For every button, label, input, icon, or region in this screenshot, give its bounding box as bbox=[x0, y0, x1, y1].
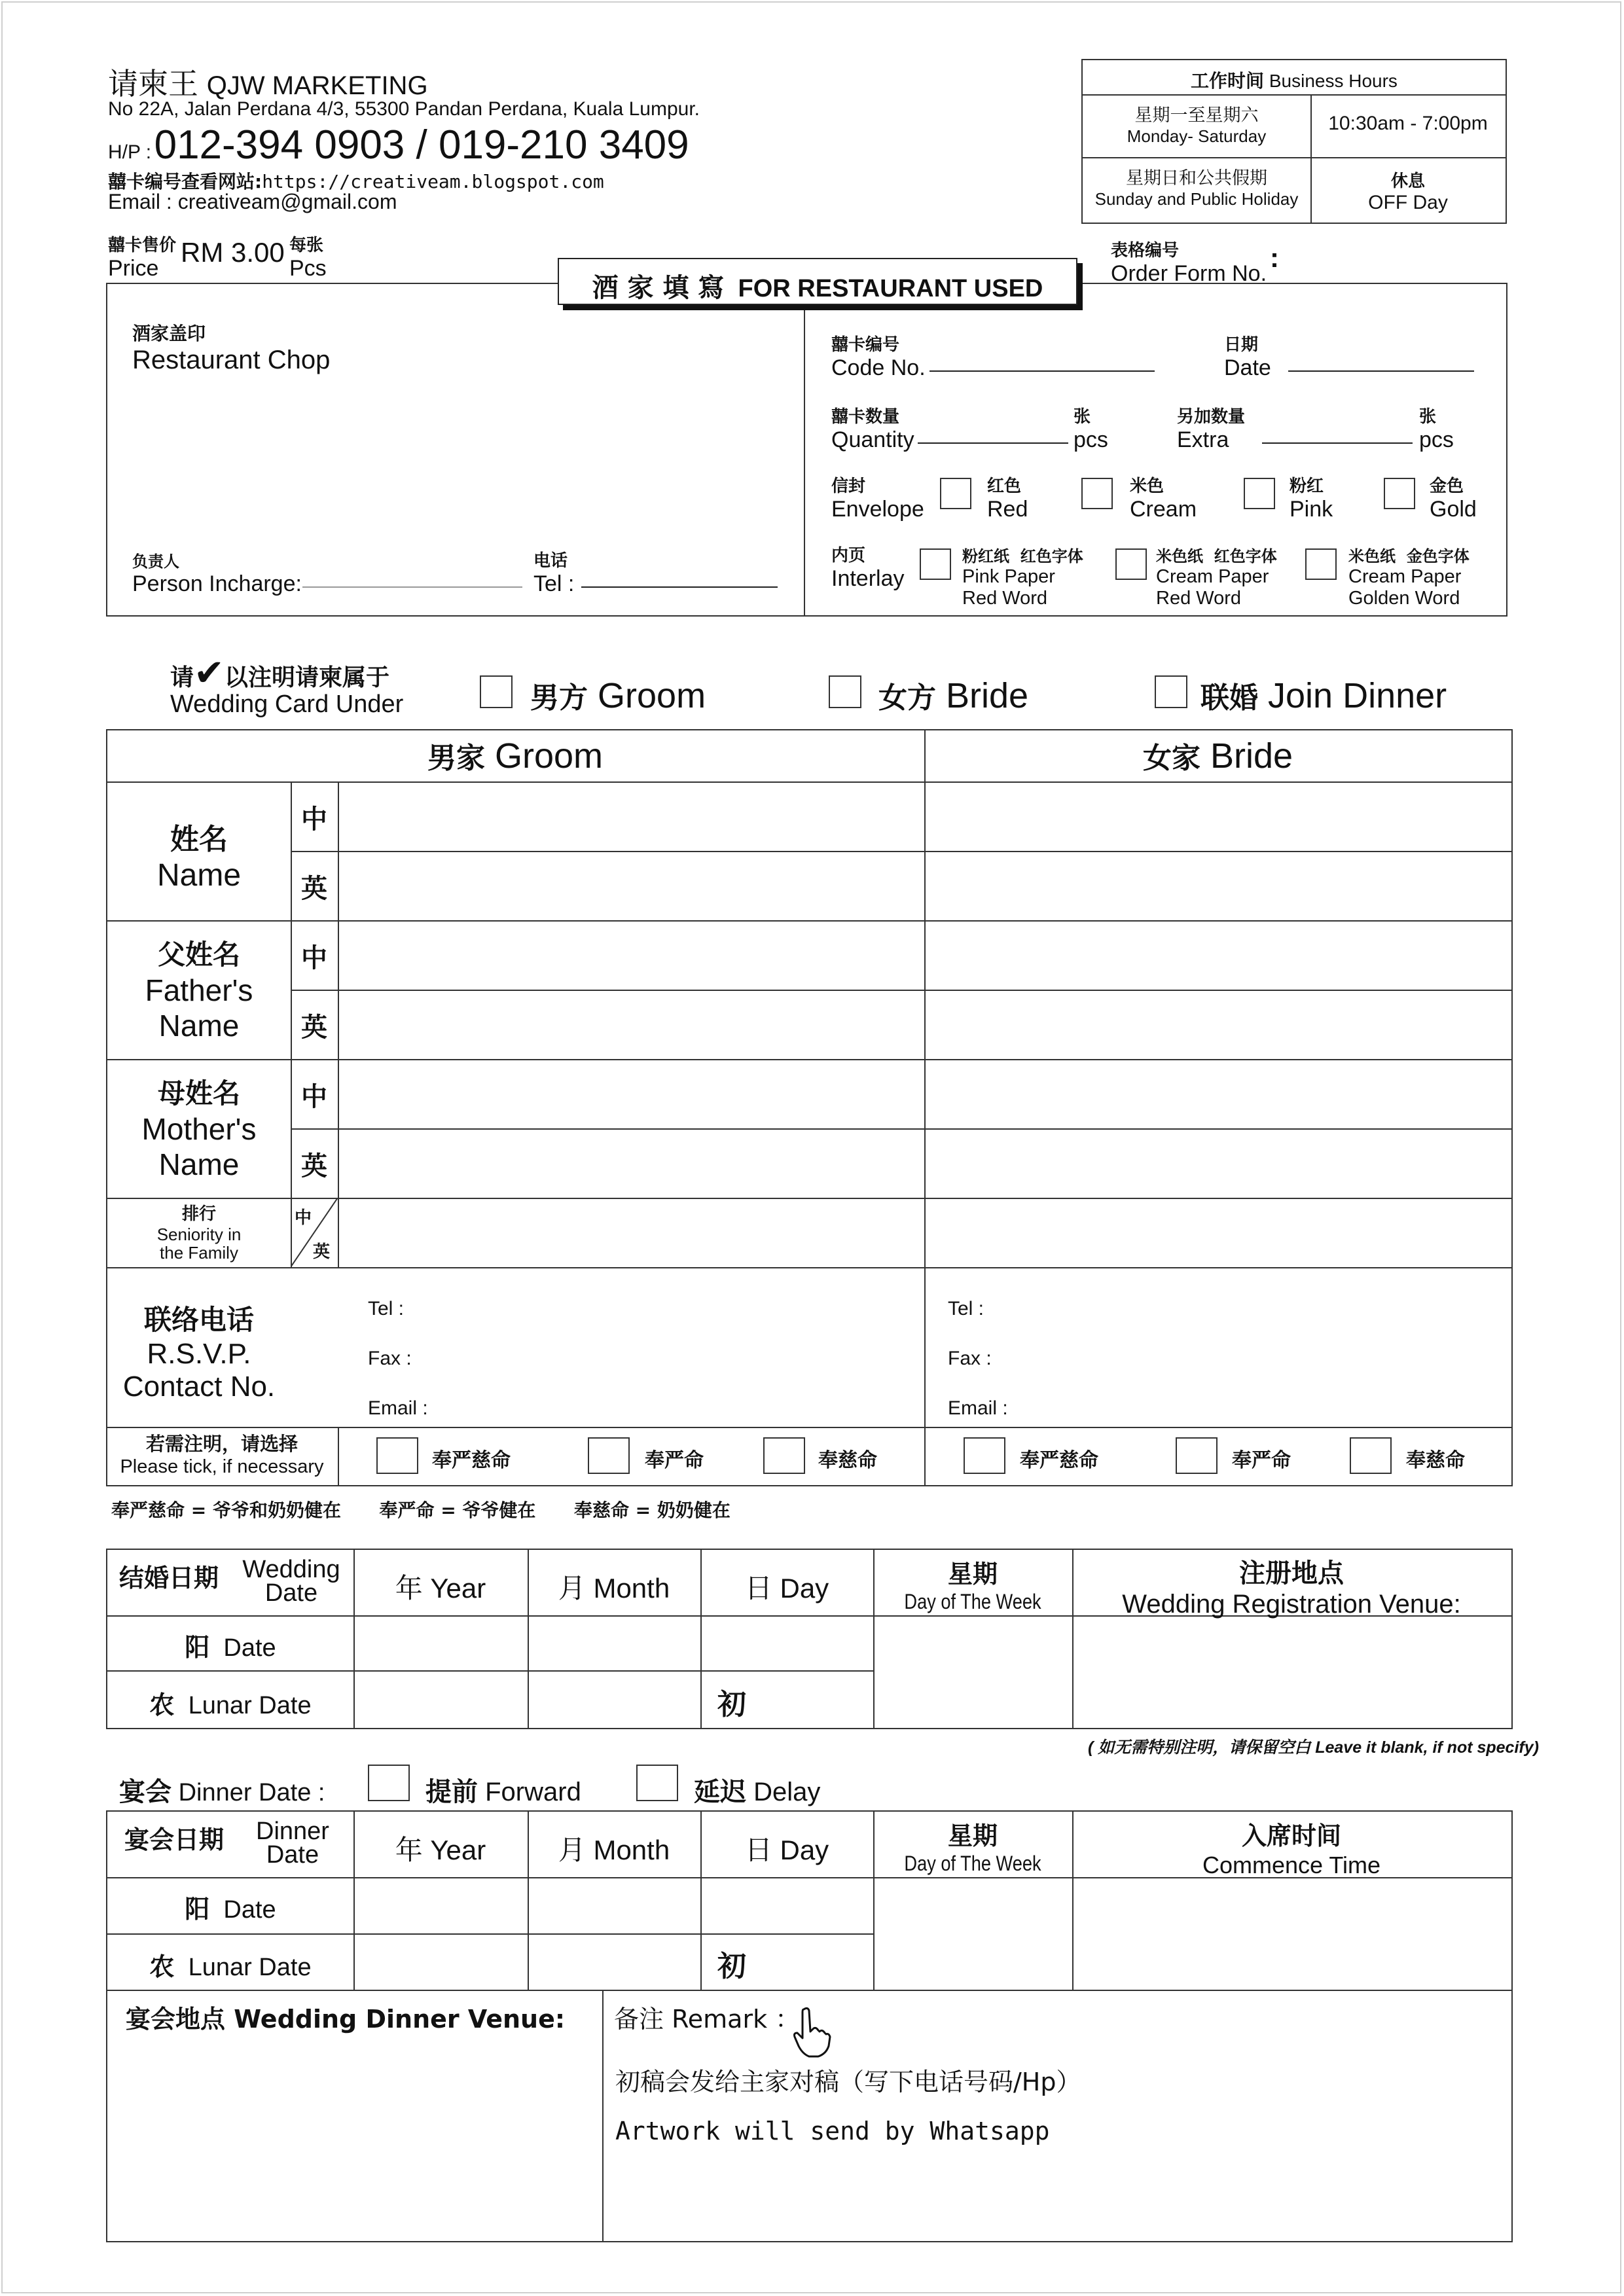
restaurant-tel-label: 电话 Tel : bbox=[533, 551, 575, 596]
dinner-day-header: 日 Day bbox=[744, 1835, 829, 1865]
envelope-pink-checkbox[interactable] bbox=[1244, 478, 1275, 509]
card-under-prompt: 请✔以注明请柬属于 Wedding Card Under bbox=[170, 652, 404, 718]
bride-contact-fields[interactable]: Tel : Fax : Email : bbox=[948, 1298, 1008, 1419]
person-incharge-input[interactable] bbox=[302, 586, 522, 588]
groom-column-header: 男家 Groom bbox=[427, 736, 604, 776]
wedding-venue-header: 注册地点 Wedding Registration Venue: bbox=[1122, 1558, 1461, 1619]
seniority-en-marker: 英 bbox=[313, 1242, 331, 1262]
wedding-lunar-day-prefix: 初 bbox=[717, 1688, 746, 1721]
company-name: 请柬王 QJW MARKETING bbox=[108, 66, 428, 101]
name-en-marker: 英 bbox=[301, 874, 327, 904]
father-row-label: 父姓名 Father's Name bbox=[145, 939, 253, 1043]
interlay-pink-red-checkbox[interactable] bbox=[920, 548, 951, 580]
wedding-day-header: 日 Day bbox=[744, 1573, 829, 1604]
envelope-red-label: 红色 Red bbox=[987, 476, 1028, 522]
date-label: 日期 Date bbox=[1224, 335, 1271, 380]
groom-contact-fields[interactable]: Tel : Fax : Email : bbox=[368, 1298, 428, 1419]
price-unit: 每张 Pcs bbox=[289, 236, 327, 281]
remark-line-2: Artwork will send by Whatsapp bbox=[615, 2117, 1050, 2145]
tick-row-label: 若需注明，请选择 Please tick, if necessary bbox=[120, 1433, 324, 1477]
groom-tick-grandpa-checkbox[interactable] bbox=[588, 1437, 630, 1474]
join-dinner-option-label: 联婚 Join Dinner bbox=[1200, 676, 1447, 715]
bride-tick-grandpa-label: 奉严命 bbox=[1232, 1449, 1291, 1472]
check-mark-icon: ✔ bbox=[194, 652, 225, 694]
quantity-unit: 张 pcs bbox=[1074, 407, 1108, 452]
company-address: No 22A, Jalan Perdana 4/3, 55300 Pandan Perdana, Kuala Lumpur. bbox=[108, 98, 700, 120]
extra-unit: 张 pcs bbox=[1419, 407, 1454, 452]
envelope-red-checkbox[interactable] bbox=[940, 478, 971, 509]
envelope-pink-label: 粉红 Pink bbox=[1290, 476, 1333, 522]
father-en-marker: 英 bbox=[301, 1013, 327, 1043]
restaurant-tel-input[interactable] bbox=[581, 586, 778, 588]
code-no-label: 囍卡编号 Code No. bbox=[831, 335, 926, 380]
hours-weekday-label: 星期一至星期六 Monday- Saturday bbox=[1127, 105, 1267, 146]
date-input[interactable] bbox=[1288, 370, 1474, 372]
groom-tick-grandma-label: 奉慈命 bbox=[818, 1449, 877, 1472]
dinner-lunar-label: 农 Lunar Date bbox=[149, 1952, 312, 1981]
bride-tick-both-label: 奉严慈命 bbox=[1020, 1449, 1098, 1472]
dinner-date-label: 宴会 Dinner Date : bbox=[119, 1777, 325, 1807]
mother-row-label: 母姓名 Mother's Name bbox=[141, 1077, 257, 1181]
envelope-gold-label: 金色 Gold bbox=[1430, 476, 1477, 522]
dinner-venue-label: 宴会地点 Wedding Dinner Venue: bbox=[126, 2005, 566, 2034]
interlay-cream-gold-label: 米色纸 金色字体 Cream Paper Golden Word bbox=[1348, 547, 1470, 609]
restaurant-chop-label: 酒家盖印 Restaurant Chop bbox=[132, 323, 331, 374]
envelope-gold-checkbox[interactable] bbox=[1384, 478, 1415, 509]
join-dinner-option-checkbox[interactable] bbox=[1155, 675, 1187, 708]
bride-option-checkbox[interactable] bbox=[829, 675, 861, 708]
wedding-year-header: 年 Year bbox=[395, 1573, 486, 1604]
wedding-solar-label: 阳 Date bbox=[185, 1633, 276, 1662]
bride-column-header: 女家 Bride bbox=[1142, 736, 1293, 776]
dinner-delay-label: 延迟 Delay bbox=[694, 1777, 821, 1807]
hours-weekday-time: 10:30am - 7:00pm bbox=[1328, 113, 1488, 134]
groom-option-label: 男方 Groom bbox=[530, 676, 706, 715]
mother-zh-marker: 中 bbox=[301, 1082, 327, 1112]
dinner-time-header: 入席时间 Commence Time bbox=[1202, 1821, 1381, 1878]
dinner-forward-label: 提前 Forward bbox=[425, 1777, 581, 1807]
company-phone: H/P : 012-394 0903 / 019-210 3409 bbox=[108, 122, 689, 168]
extra-input[interactable] bbox=[1262, 442, 1413, 444]
wedding-month-header: 月 Month bbox=[558, 1573, 670, 1604]
hours-off-day: 休息 OFF Day bbox=[1368, 171, 1448, 213]
groom-option-checkbox[interactable] bbox=[480, 675, 513, 708]
interlay-pink-red-label: 粉红纸 红色字体 Pink Paper Red Word bbox=[962, 547, 1083, 609]
bride-tick-grandma-checkbox[interactable] bbox=[1350, 1437, 1392, 1474]
person-incharge-label: 负责人 Person Incharge: bbox=[132, 552, 302, 596]
price-value: RM 3.00 bbox=[181, 237, 285, 268]
wedding-dow-header: 星期 Day of The Week bbox=[904, 1560, 1041, 1613]
envelope-label: 信封 Envelope bbox=[831, 476, 924, 522]
name-row-label: 姓名 Name bbox=[156, 823, 242, 893]
dinner-forward-checkbox[interactable] bbox=[368, 1765, 410, 1801]
bride-tick-grandpa-checkbox[interactable] bbox=[1176, 1437, 1218, 1474]
bride-tick-grandma-label: 奉慈命 bbox=[1406, 1449, 1465, 1472]
quantity-label: 囍卡数量 Quantity bbox=[831, 407, 914, 452]
tick-legend: 奉严慈命 = 爷爷和奶奶健在 奉严命 = 爷爷健在 奉慈命 = 奶奶健在 bbox=[111, 1499, 731, 1521]
wedding-date-title: 结婚日期 Wedding Date bbox=[119, 1556, 340, 1607]
envelope-cream-label: 米色 Cream bbox=[1130, 476, 1197, 522]
seniority-row-label: 排行 Seniority in the Family bbox=[156, 1204, 242, 1263]
name-zh-marker: 中 bbox=[301, 804, 327, 834]
extra-label: 另加数量 Extra bbox=[1177, 407, 1246, 452]
company-email[interactable]: Email : creativeam@gmail.com bbox=[108, 190, 397, 213]
interlay-cream-red-label: 米色纸 红色字体 Cream Paper Red Word bbox=[1156, 547, 1277, 609]
seniority-zh-marker: 中 bbox=[295, 1208, 312, 1228]
quantity-input[interactable] bbox=[918, 442, 1068, 444]
restaurant-use-tab: 酒 家 填 寫 FOR RESTAURANT USED bbox=[558, 258, 1077, 305]
business-hours-box bbox=[1081, 59, 1507, 224]
groom-tick-grandma-checkbox[interactable] bbox=[763, 1437, 805, 1474]
dinner-date-title: 宴会日期 Dinner Date bbox=[124, 1818, 329, 1869]
remark-label: 备注 Remark ： bbox=[614, 2005, 801, 2034]
order-form-colon: : bbox=[1270, 242, 1279, 273]
company-website[interactable]: 囍卡编号查看网站:https://creativeam.blogspot.com bbox=[108, 171, 604, 192]
hours-holiday-label: 星期日和公共假期 Sunday and Public Holiday bbox=[1094, 168, 1299, 209]
envelope-cream-checkbox[interactable] bbox=[1081, 478, 1113, 509]
dinner-dow-header: 星期 Day of The Week bbox=[904, 1821, 1041, 1875]
dinner-delay-checkbox[interactable] bbox=[636, 1765, 678, 1801]
order-form-label: 表格编号 Order Form No. bbox=[1111, 241, 1267, 286]
dinner-solar-label: 阳 Date bbox=[185, 1895, 276, 1924]
interlay-cream-red-checkbox[interactable] bbox=[1115, 548, 1147, 580]
rsvp-row-label: 联络电话 R.S.V.P. Contact No. bbox=[122, 1304, 276, 1403]
bride-option-label: 女方 Bride bbox=[878, 676, 1029, 715]
dinner-lunar-day-prefix: 初 bbox=[717, 1950, 746, 1983]
mother-en-marker: 英 bbox=[301, 1151, 327, 1181]
code-no-input[interactable] bbox=[929, 370, 1155, 372]
interlay-label: 内页 Interlay bbox=[831, 546, 905, 591]
remark-line-1: 初稿会发给主家对稿（写下电话号码/Hp） bbox=[615, 2068, 1081, 2096]
groom-tick-both-label: 奉严慈命 bbox=[432, 1449, 511, 1472]
interlay-cream-gold-checkbox[interactable] bbox=[1305, 548, 1337, 580]
pointing-hand-icon bbox=[789, 2005, 833, 2059]
price-label: 囍卡售价 Price bbox=[108, 236, 177, 281]
leave-blank-note: ( 如无需特别注明，请保留空白 Leave it blank, if not specify) bbox=[1088, 1738, 1539, 1757]
hours-title: 工作时间 Business Hours bbox=[1191, 70, 1398, 92]
groom-tick-both-checkbox[interactable] bbox=[376, 1437, 418, 1474]
father-zh-marker: 中 bbox=[301, 943, 327, 973]
dinner-month-header: 月 Month bbox=[558, 1835, 670, 1865]
wedding-lunar-label: 农 Lunar Date bbox=[149, 1691, 312, 1719]
groom-tick-grandpa-label: 奉严命 bbox=[645, 1449, 704, 1472]
bride-tick-both-checkbox[interactable] bbox=[964, 1437, 1005, 1474]
dinner-year-header: 年 Year bbox=[395, 1835, 486, 1865]
